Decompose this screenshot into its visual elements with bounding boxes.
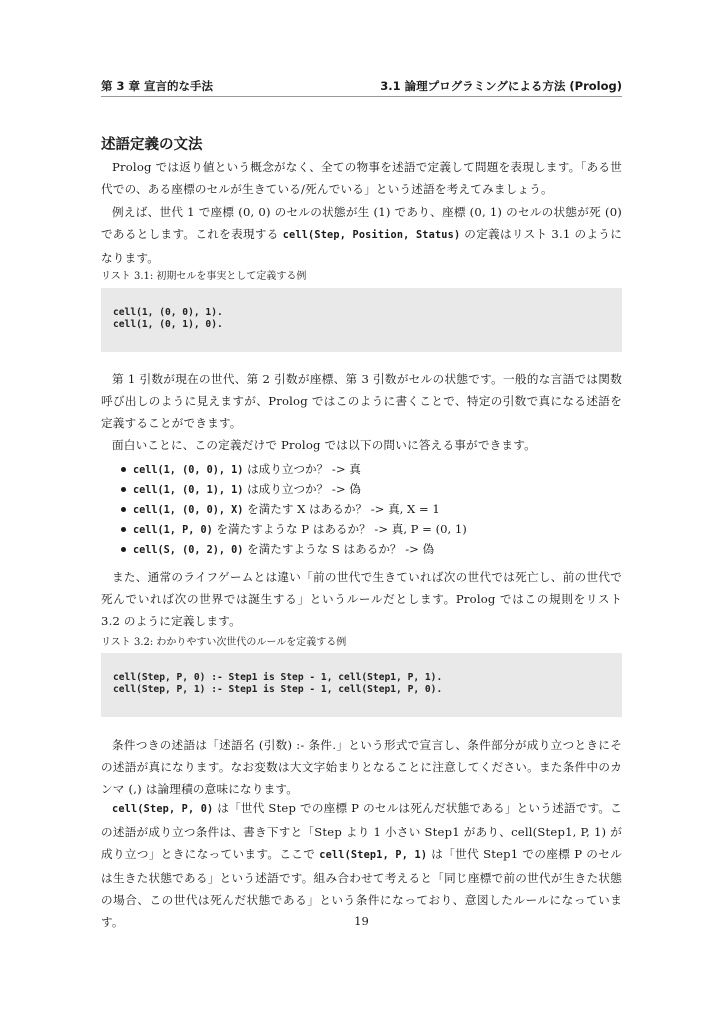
code-line: cell(Step, P, 0) :- Step1 is Step - 1, cell(Step1, P, 1). (113, 672, 443, 683)
page-number: 19 (354, 914, 369, 928)
bullet-icon (121, 547, 126, 552)
inline-code: cell(1, P, 0) (133, 525, 213, 536)
list-item-text: を満たす X はあるか？ -> 真, X = 1 (243, 502, 440, 516)
paragraph-example (101, 201, 622, 269)
inline-code: cell(Step, Position, Status) (282, 230, 461, 241)
list-item (101, 479, 622, 499)
inline-code: cell(S, (0, 2), 0) (133, 545, 244, 556)
bullet-icon (121, 487, 126, 492)
paragraph-text: は「世代 Step での座標 P のセルは死んだ状態である」という述語です。この述語が成り立つ条件は、書き下すと「Step より 1 小さい Step1 があり、cell(Step1, P, 1) が成り立つ」ときになっています。ここで (101, 801, 622, 861)
paragraph-text: の定義はリスト 3.1 のようになります。 (101, 227, 622, 265)
listing-caption-3-2: リスト 3.2: わかりやすい次世代のルールを定義する例 (101, 637, 347, 648)
paragraph-conditional: 条件つきの述語は「述語名 (引数) :- 条件.」という形式で宣言し、条件部分が成り立つときにその述語が真になります。なお変数は大文字始まりとなることに注意してください。また条件中のカンマ (,) は論理積の意味になります。 (101, 738, 622, 796)
list-item (101, 459, 622, 479)
code-listing-3-2 (101, 653, 622, 717)
list-item-text: を満たすような P はあるか？ -> 真, P = (0, 1) (212, 522, 467, 536)
list-item-text: は成り立つか？ -> 偽 (243, 482, 361, 496)
paragraph-text: 例えば、世代 1 で座標 (0, 0) のセルの状態が生 (1) であり、座標 (0, 1) のセルの状態が死 (0) であるとします。これを表現する (101, 205, 622, 241)
bullet-icon (121, 527, 126, 532)
bullet-icon (121, 467, 126, 472)
inline-code: cell(1, (0, 0), X) (133, 505, 244, 516)
query-list (101, 459, 622, 559)
paragraph-rule: また、通常のライフゲームとは違い「前の世代で生きていれば次の世代では死亡し、前の世代で死んでいれば次の世界では誕生する」というルールだとします。Prolog ではこの規則をリスト 3.2 のように定義します。 (101, 570, 622, 628)
running-header (101, 78, 622, 97)
chapter-title: 第 3 章 宣言的な手法 (101, 79, 214, 93)
code-line: cell(1, (0, 0), 1). (113, 307, 223, 318)
list-item (101, 539, 622, 559)
code-line: cell(Step, P, 1) :- Step1 is Step - 1, cell(Step1, P, 0). (113, 684, 443, 695)
inline-code: cell(1, (0, 0), 1) (133, 465, 244, 476)
bullet-icon (121, 507, 126, 512)
paragraph-intro: Prolog では返り値という概念がなく、全ての物事を述語で定義して問題を表現します。「ある世代での、ある座標のセルが生きている/死んでいる」という述語を考えてみましょう。 (101, 160, 622, 196)
code-listing-3-1 (101, 288, 622, 352)
list-item-text: を満たすような S はあるか？ -> 偽 (243, 542, 435, 556)
paragraph-text: は「世代 Step1 での座標 P のセルは生きた状態である」という述語です。組み合わせて考えると「同じ座標で前の世代が生きた状態の場合、この世代は死んだ状態である」という条件になっており、意図したルールになっています。 (101, 847, 622, 929)
code-line: cell(1, (0, 1), 0). (113, 319, 223, 330)
inline-code: cell(1, (0, 1), 1) (133, 485, 244, 496)
paragraph-explanation (101, 797, 622, 933)
section-title: 述語定義の文法 (101, 137, 203, 153)
list-item (101, 499, 622, 519)
listing-caption-3-1: リスト 3.1: 初期セルを事実として定義する例 (101, 271, 307, 282)
section-heading: 3.1 論理プログラミングによる方法 (Prolog) (380, 79, 622, 93)
inline-code: cell(Step, P, 0) (112, 804, 214, 815)
list-item-text: は成り立つか？ -> 真 (243, 462, 361, 476)
inline-code: cell(Step1, P, 1) (319, 850, 428, 861)
list-item (101, 519, 622, 539)
paragraph-questions-intro: 面白いことに、この定義だけで Prolog では以下の問いに答える事ができます。 (112, 438, 536, 452)
paragraph-arguments: 第 1 引数が現在の世代、第 2 引数が座標、第 3 引数がセルの状態です。一般的な言語では関数呼び出しのように見えますが、Prolog ではこのように書くことで、特定の引数で真になる述語を定義することができます。 (101, 372, 622, 430)
